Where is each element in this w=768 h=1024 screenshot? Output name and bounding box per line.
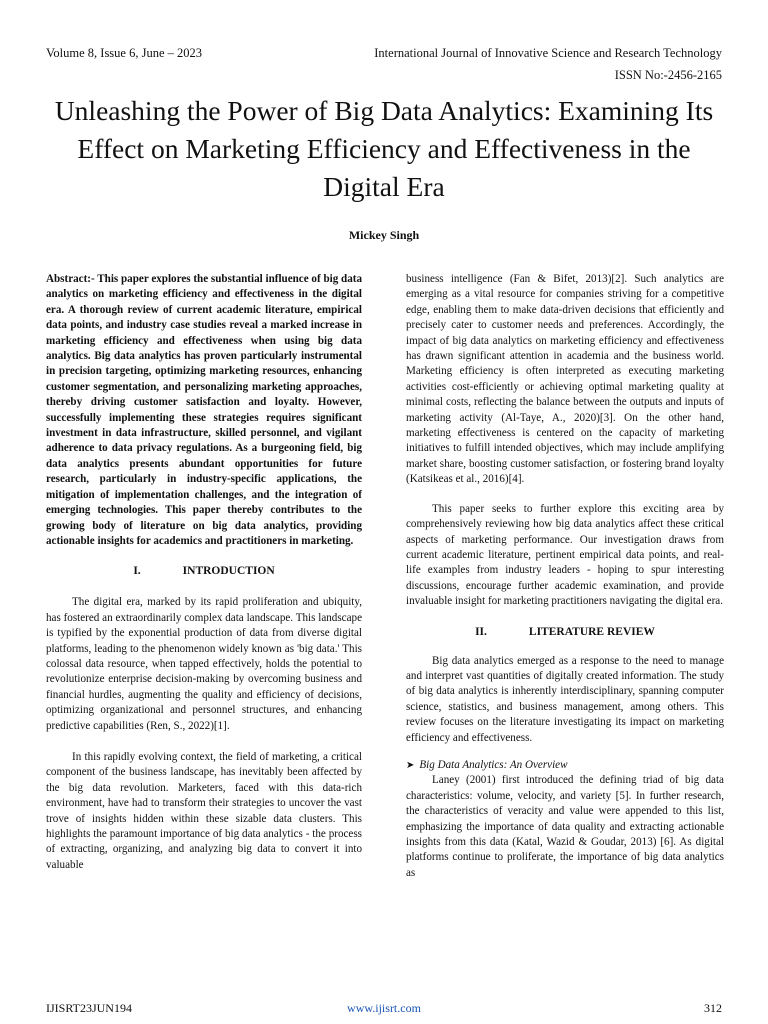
section-heading-literature-review: [406, 624, 724, 640]
arrow-bullet-icon: ➤: [406, 759, 415, 771]
paragraph: Laney (2001) first introduced the defining triad of big data characteristics: volume, velocity, and variety [5]. In further research, the characteristics of veracity and value were appended to this list, emphasizing the importance of data quality and extracting actionable insights from this data (Katal, Wazid & Goudar, 2013) [6]. As digital platforms continue to proliferate, the importance of big data analytics as: [406, 774, 724, 879]
section-title: LITERATURE REVIEW: [528, 625, 655, 638]
abstract: Abstract:- This paper explores the substantial influence of big data analytics on marketing efficiency and effectiveness in the digital era. A thorough review of current academic literature, empirical data points, and industry case studies reveal a marked increase in marketing efficiency and effectiveness when using big data analytics. Big data analytics has proven particularly instrumental in precision targeting, optimizing marketing resources, enhancing customer segmentation, and personalizing marketing approaches, thereby driving customer satisfaction and loyalty. However, successfully implementing these strategies requires significant investment in data infrastructure, skilled personnel, and vigilant adherence to data privacy regulations. As a burgeoning field, big data analytics presents abundant opportunities for future research, particularly in industry-specific applications, the mitigation of implementation challenges, and the integration of emerging technologies. This paper thereby contributes to the growing body of literature on big data analytics, providing actionable insights for academics and practitioners in marketing.: [46, 273, 362, 547]
paragraph: This paper seeks to further explore this exciting area by comprehensively reviewing how big data analytics affect these critical aspects of marketing performance. Our investigation draws from current academic literature, pertinent empirical data points, and real-life examples from industry leaders - hoping to spur interesting discussions, encourage further academic examination, and provide invaluable insight for marketing practitioners navigating the digital era.: [406, 502, 724, 608]
paragraph: In this rapidly evolving context, the field of marketing, a critical component of the business landscape, has inevitably been affected by the big data revolution. Marketers, faced with this data-rich environment, have had to transform their strategies to uncover the vast trove of insights hidden within these sizable data clusters. This highlights the paramount importance of big data analytics - the process of extracting, organizing, and analyzing big data to convert it into valuable: [46, 750, 362, 871]
section-number: I.: [133, 565, 141, 578]
section-number: II.: [475, 625, 487, 638]
issn: ISSN No:-2456-2165: [614, 68, 722, 82]
journal-name: International Journal of Innovative Science and Research Technology: [374, 46, 722, 60]
volume-info: Volume 8, Issue 6, June – 2023: [46, 46, 203, 60]
subsection-heading: [406, 758, 724, 773]
left-column: [46, 272, 362, 873]
paper-title: Unleashing the Power of Big Data Analytics: Examining Its Effect on Marketing Efficiency and Effectiveness in the Digital Era: [54, 95, 714, 202]
section-heading-introduction: [46, 563, 362, 579]
paragraph: Big data analytics emerged as a response to the need to manage and interpret vast quantities of digitally created information. The study of big data analytics is inherently interdisciplinary, spanning computer science, statistics, and business management, among others. This review focuses on the literature investigating its impact on marketing efficiency and effectiveness.: [406, 654, 724, 744]
paragraph: The digital era, marked by its rapid proliferation and ubiquity, has fostered an extraordinarily complex data landscape. This landscape is typified by the exponential production of data from diverse digital platforms, leading to the phenomenon widely known as 'big data.' This colossal data resource, when tapped effectively, holds the potential to revolutionize enterprise decision-making by overcoming business and financial hurdles, augmenting the quality and efficiency of decisions, optimizing organizational and personnel structures, and enhancing predictive capabilities (Ren, S., 2022)[1].: [46, 596, 362, 732]
paper-code: IJISRT23JUN194: [46, 1001, 132, 1015]
page-number: 312: [704, 1001, 722, 1015]
journal-url-link[interactable]: www.ijisrt.com: [347, 1001, 421, 1015]
section-title: INTRODUCTION: [182, 565, 275, 578]
paragraph: business intelligence (Fan & Bifet, 2013)[2]. Such analytics are emerging as a vital resource for companies striving for a competitive edge, enabling them to make data-driven decisions that efficiently and precisely cater to customer needs and preferences. Accordingly, the impact of big data analytics on marketing efficiency and effectiveness has drawn significant attention in academia and the business world. Marketing efficiency is often interpreted as executing marketing activities cost-efficiently or achieving optimal marketing quality at minimal costs, reflecting the balance between the outputs and inputs of marketing activity (Al-Taye, A., 2020)[3]. On the other hand, marketing effectiveness is centered on the capacity of marketing initiatives to fulfill intended objectives, which may include amplifying market share, boosting customer satisfaction, or fostering brand loyalty (Katsikeas et al., 2016)[4].: [406, 273, 724, 486]
right-column: [406, 272, 724, 881]
subsection-title: Big Data Analytics: An Overview: [419, 758, 568, 771]
author-name: Mickey Singh: [348, 228, 420, 242]
